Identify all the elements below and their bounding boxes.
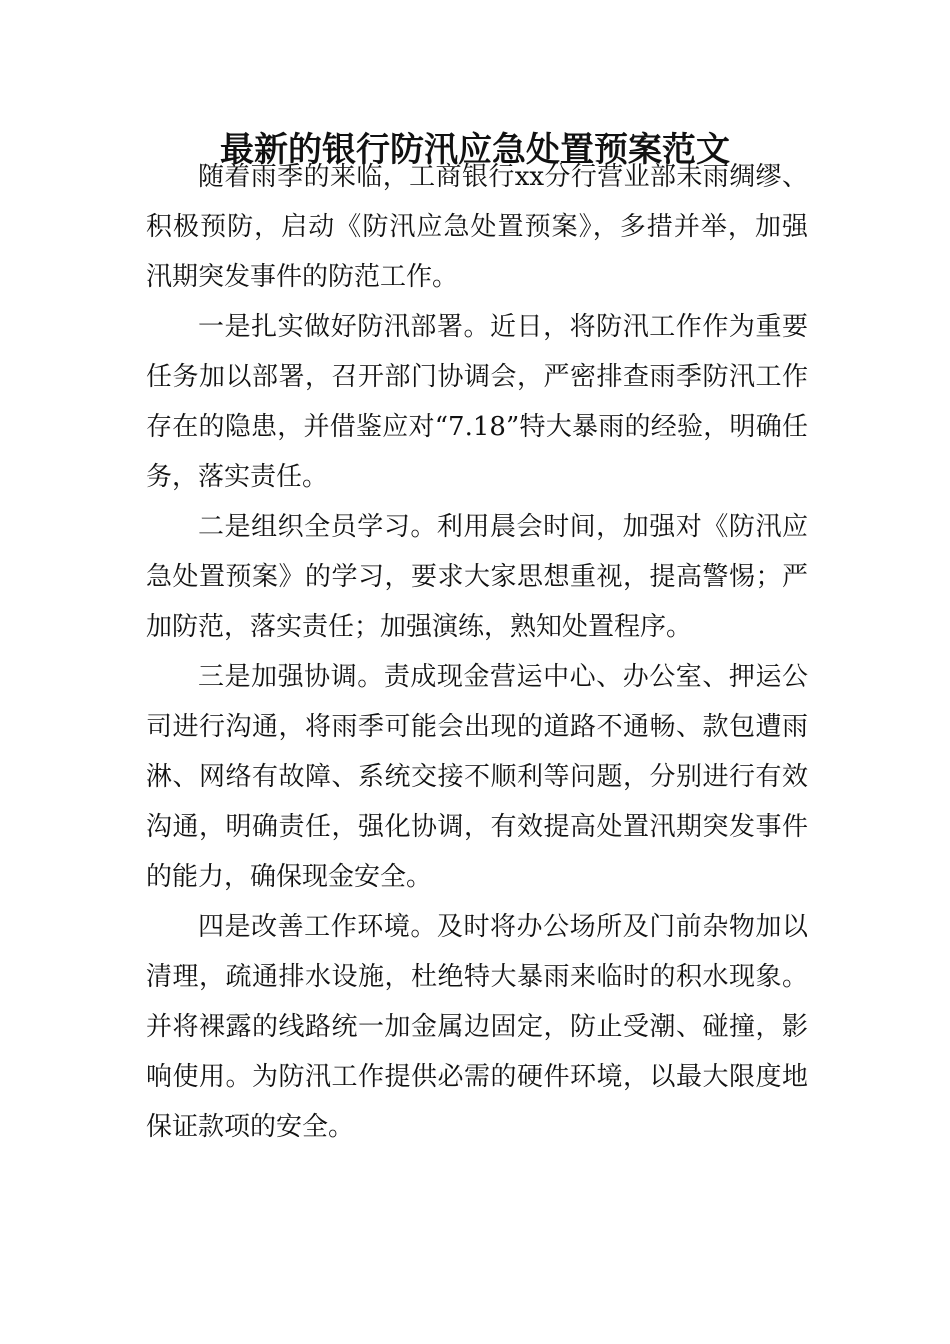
paragraph-intro: 随着雨季的来临，工商银行xx分行营业部未雨绸缪、积极预防，启动《防汛应急处置预案》，多措并举，加强汛期突发事件的防范工作。 xyxy=(146,162,808,292)
paragraph-coordination: 三是加强协调。责成现金营运中心、办公室、押运公司进行沟通，将雨季可能会出现的道路不通畅、款包遭雨淋、网络有故障、系统交接不顺利等问题，分别进行有效沟通，明确责任，强化协调，有效提高处置汛期突发事件的能力，确保现金安全。 xyxy=(146,662,808,892)
paragraph-environment: 四是改善工作环境。及时将办公场所及门前杂物加以清理，疏通排水设施，杜绝特大暴雨来临时的积水现象。并将裸露的线路统一加金属边固定，防止受潮、碰撞，影响使用。为防汛工作提供必需的硬件环境，以最大限度地保证款项的安全。 xyxy=(146,912,808,1142)
paragraph-deployment: 一是扎实做好防汛部署。近日，将防汛工作作为重要任务加以部署，召开部门协调会，严密排查雨季防汛工作存在的隐患，并借鉴应对“7.18”特大暴雨的经验，明确任务，落实责任。 xyxy=(146,312,808,492)
document-title: 最新的银行防汛应急处置预案范文 xyxy=(220,130,730,170)
paragraph-training: 二是组织全员学习。利用晨会时间，加强对《防汛应急处置预案》的学习，要求大家思想重视，提高警惕；严加防范，落实责任；加强演练，熟知处置程序。 xyxy=(146,512,808,642)
document-body xyxy=(146,152,808,1152)
